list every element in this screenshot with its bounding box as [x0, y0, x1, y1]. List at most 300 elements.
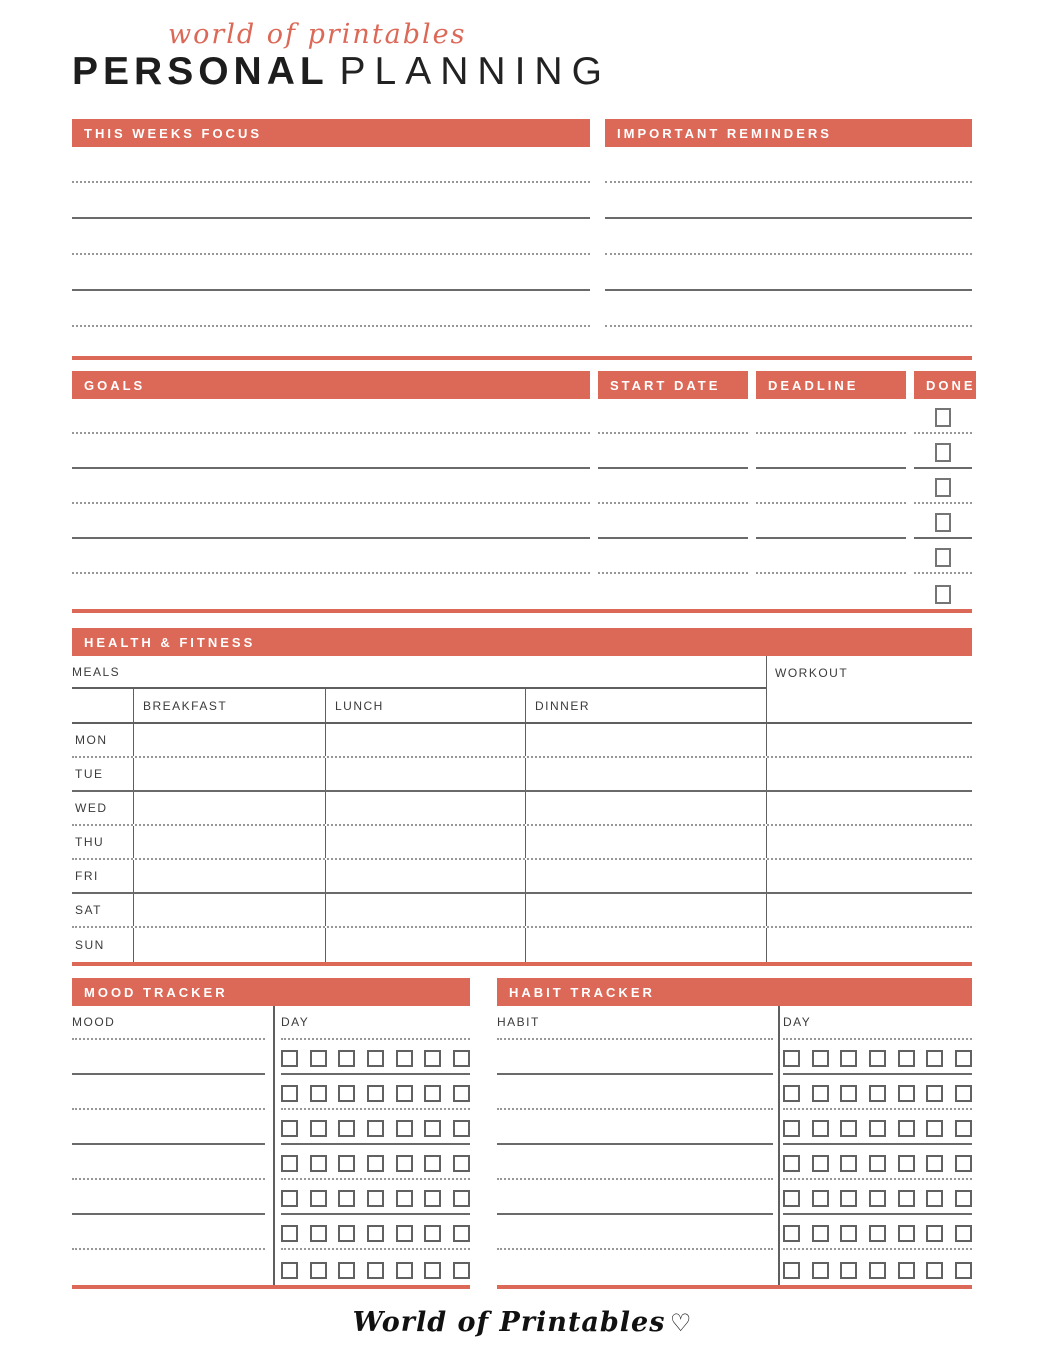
day-checkbox[interactable]: [310, 1120, 327, 1137]
dinner-cell: [525, 860, 766, 892]
write-line: [72, 255, 590, 291]
workout-cell: [766, 928, 972, 962]
goal-text-cell: [72, 504, 590, 539]
habit-row: [497, 1215, 972, 1250]
meal-day-row: [72, 894, 972, 928]
habit-day-cell: [783, 1145, 972, 1180]
breakfast-cell: [133, 792, 325, 824]
day-checkbox[interactable]: [898, 1085, 915, 1102]
workout-cell: [766, 826, 972, 858]
day-checkbox[interactable]: [812, 1050, 829, 1067]
workout-cell: [766, 792, 972, 824]
health-fitness-banner: HEALTH & FITNESS: [72, 628, 972, 656]
mood-label: MOOD: [72, 1015, 116, 1029]
day-checkbox[interactable]: [396, 1085, 413, 1102]
day-checkbox[interactable]: [424, 1120, 441, 1137]
mood-row: [72, 1180, 470, 1215]
done-cell: [914, 574, 972, 609]
dinner-cell: [525, 792, 766, 824]
habit-text-cell: [497, 1075, 773, 1110]
day-checkbox[interactable]: [453, 1155, 470, 1172]
habit-label: HABIT: [497, 1015, 540, 1029]
lunch-cell: [325, 860, 525, 892]
mood-tracker-banner: MOOD TRACKER: [72, 978, 470, 1006]
day-name-cell: [72, 894, 133, 926]
tracker-bottom-divider: [72, 1285, 470, 1289]
day-checkbox[interactable]: [812, 1085, 829, 1102]
day-checkbox[interactable]: [812, 1190, 829, 1207]
day-checkbox[interactable]: [367, 1155, 384, 1172]
goal-row: [72, 504, 972, 539]
done-cell: [914, 399, 972, 434]
deadline-cell: [756, 539, 906, 574]
deadline-cell: [756, 504, 906, 539]
day-checkbox[interactable]: [869, 1262, 886, 1279]
day-checkbox[interactable]: [453, 1225, 470, 1242]
mood-day-cell: [281, 1110, 470, 1145]
day-name: THU: [75, 835, 105, 849]
start-date-cell: [598, 399, 748, 434]
start-date-cell: [598, 504, 748, 539]
title-bold: PERSONAL: [72, 50, 329, 93]
habit-day-column-header: [783, 1006, 972, 1040]
meals-workout-row: [72, 656, 972, 689]
write-line: [72, 219, 590, 255]
write-line: [605, 291, 972, 327]
write-line: [605, 255, 972, 291]
day-checkbox[interactable]: [310, 1085, 327, 1102]
day-checkbox[interactable]: [955, 1225, 972, 1242]
day-checkbox[interactable]: [926, 1155, 943, 1172]
day-checkbox[interactable]: [812, 1262, 829, 1279]
mood-text-cell: [72, 1110, 265, 1145]
day-checkbox[interactable]: [424, 1225, 441, 1242]
vertical-divider: [273, 1006, 275, 1285]
mood-tracker-header: [72, 1006, 470, 1040]
mood-tracker-rows: [72, 1040, 470, 1285]
section-divider: [72, 609, 972, 613]
habit-tracker-panel: [497, 978, 972, 1289]
start-date-cell: [598, 434, 748, 469]
write-line: [72, 291, 590, 327]
mood-day-cell: [281, 1250, 470, 1285]
day-label: DAY: [783, 1015, 812, 1029]
mood-text-cell: [72, 1040, 265, 1075]
breakfast-column-header: [133, 689, 325, 722]
done-cell: [914, 504, 972, 539]
day-checkbox[interactable]: [396, 1050, 413, 1067]
mood-tracker-panel: [72, 978, 470, 1289]
day-checkbox[interactable]: [898, 1120, 915, 1137]
deadline-cell: [756, 574, 906, 609]
meal-day-row: [72, 724, 972, 758]
mood-row: [72, 1145, 470, 1180]
lunch-cell: [325, 724, 525, 756]
done-cell: [914, 469, 972, 504]
mood-day-cell: [281, 1180, 470, 1215]
breakfast-cell: [133, 826, 325, 858]
page-header: [72, 20, 972, 94]
day-name: TUE: [75, 767, 104, 781]
day-checkbox[interactable]: [281, 1190, 298, 1207]
day-checkbox[interactable]: [955, 1050, 972, 1067]
day-checkbox[interactable]: [396, 1262, 413, 1279]
meals-label-cell: [72, 656, 766, 689]
day-checkbox[interactable]: [396, 1155, 413, 1172]
day-checkbox[interactable]: [898, 1155, 915, 1172]
meal-day-row: [72, 928, 972, 962]
day-label: DAY: [281, 1015, 310, 1029]
day-checkbox[interactable]: [783, 1120, 800, 1137]
goal-row: [72, 469, 972, 504]
mood-text-cell: [72, 1250, 265, 1285]
section-divider: [72, 962, 972, 966]
day-checkbox[interactable]: [926, 1085, 943, 1102]
habit-row: [497, 1110, 972, 1145]
habit-text-cell: [497, 1145, 773, 1180]
deadline-cell: [756, 399, 906, 434]
day-checkbox[interactable]: [338, 1120, 355, 1137]
habit-tracker-header: [497, 1006, 972, 1040]
habit-day-cell: [783, 1250, 972, 1285]
day-checkbox[interactable]: [955, 1190, 972, 1207]
write-line: [72, 183, 590, 219]
goal-row: [72, 574, 972, 609]
breakfast-cell: [133, 928, 325, 962]
mood-row: [72, 1040, 470, 1075]
day-checkbox[interactable]: [281, 1085, 298, 1102]
day-checkbox[interactable]: [955, 1155, 972, 1172]
habit-day-cell: [783, 1075, 972, 1110]
mood-row: [72, 1110, 470, 1145]
habit-row: [497, 1180, 972, 1215]
mood-day-cell: [281, 1040, 470, 1075]
meal-day-row: [72, 758, 972, 792]
meal-day-row: [72, 792, 972, 826]
day-checkbox[interactable]: [783, 1262, 800, 1279]
day-checkbox[interactable]: [869, 1120, 886, 1137]
workout-cell: [766, 860, 972, 892]
start-date-cell: [598, 469, 748, 504]
day-checkbox[interactable]: [396, 1120, 413, 1137]
done-checkbox[interactable]: [935, 443, 951, 462]
deadline-banner: DEADLINE: [756, 371, 906, 399]
goal-row: [72, 434, 972, 469]
start-date-banner: START DATE: [598, 371, 748, 399]
done-cell: [914, 434, 972, 469]
mood-day-column-header: [281, 1006, 470, 1040]
habit-day-cell: [783, 1110, 972, 1145]
day-checkbox[interactable]: [367, 1190, 384, 1207]
lunch-cell: [325, 894, 525, 926]
day-checkbox[interactable]: [310, 1262, 327, 1279]
day-checkbox[interactable]: [338, 1155, 355, 1172]
done-checkbox[interactable]: [935, 585, 951, 604]
dinner-cell: [525, 724, 766, 756]
mood-column-header: [72, 1006, 265, 1040]
day-checkbox[interactable]: [310, 1225, 327, 1242]
habit-row: [497, 1145, 972, 1180]
lunch-cell: [325, 792, 525, 824]
day-name-cell: [72, 758, 133, 790]
habit-text-cell: [497, 1215, 773, 1250]
meal-day-row: [72, 860, 972, 894]
day-checkbox[interactable]: [898, 1262, 915, 1279]
day-checkbox[interactable]: [310, 1050, 327, 1067]
day-checkbox[interactable]: [783, 1050, 800, 1067]
vertical-divider: [778, 1006, 780, 1285]
day-checkbox[interactable]: [338, 1050, 355, 1067]
section-divider: [72, 356, 972, 360]
workout-cell: [766, 894, 972, 926]
meal-day-row: [72, 826, 972, 860]
day-checkbox[interactable]: [281, 1155, 298, 1172]
day-checkbox[interactable]: [840, 1155, 857, 1172]
mood-text-cell: [72, 1145, 265, 1180]
habit-tracker-banner: HABIT TRACKER: [497, 978, 972, 1006]
mood-text-cell: [72, 1215, 265, 1250]
day-name: SUN: [75, 938, 105, 952]
lunch-cell: [325, 826, 525, 858]
day-checkbox[interactable]: [840, 1262, 857, 1279]
day-checkbox[interactable]: [367, 1225, 384, 1242]
habit-column-header: [497, 1006, 773, 1040]
goal-text-cell: [72, 539, 590, 574]
start-date-cell: [598, 539, 748, 574]
day-checkbox[interactable]: [926, 1262, 943, 1279]
lunch-column-header: [325, 689, 525, 722]
start-date-cell: [598, 574, 748, 609]
deadline-cell: [756, 469, 906, 504]
habit-row: [497, 1040, 972, 1075]
lunch-label: LUNCH: [335, 698, 384, 713]
day-checkbox[interactable]: [840, 1085, 857, 1102]
page-footer: [72, 1307, 972, 1338]
day-checkbox[interactable]: [424, 1262, 441, 1279]
heart-icon: ♡: [669, 1310, 692, 1337]
day-checkbox[interactable]: [840, 1190, 857, 1207]
day-checkbox[interactable]: [926, 1120, 943, 1137]
day-checkbox[interactable]: [338, 1190, 355, 1207]
breakfast-cell: [133, 894, 325, 926]
day-checkbox[interactable]: [926, 1190, 943, 1207]
day-checkbox[interactable]: [898, 1190, 915, 1207]
day-name-cell: [72, 792, 133, 824]
reminders-banner: IMPORTANT REMINDERS: [605, 119, 972, 147]
reminders-panel: [605, 119, 972, 327]
day-checkbox[interactable]: [453, 1050, 470, 1067]
day-checkbox[interactable]: [812, 1155, 829, 1172]
mood-row: [72, 1075, 470, 1110]
day-checkbox[interactable]: [898, 1050, 915, 1067]
mood-row: [72, 1250, 470, 1285]
day-checkbox[interactable]: [783, 1190, 800, 1207]
day-checkbox[interactable]: [955, 1262, 972, 1279]
mood-text-cell: [72, 1180, 265, 1215]
dinner-column-header: [525, 689, 766, 722]
breakfast-label: BREAKFAST: [143, 698, 228, 713]
day-checkbox[interactable]: [453, 1120, 470, 1137]
workout-cell: [766, 758, 972, 790]
write-line: [605, 219, 972, 255]
day-checkbox[interactable]: [869, 1050, 886, 1067]
done-checkbox[interactable]: [935, 478, 951, 497]
day-name: FRI: [75, 869, 99, 883]
day-checkbox[interactable]: [310, 1190, 327, 1207]
goal-text-cell: [72, 434, 590, 469]
day-checkbox[interactable]: [424, 1050, 441, 1067]
habit-text-cell: [497, 1040, 773, 1075]
goals-header-row: [72, 371, 976, 399]
weekly-focus-lines: [72, 147, 590, 327]
goal-text-cell: [72, 399, 590, 434]
tracker-bottom-divider: [497, 1285, 972, 1289]
day-checkbox[interactable]: [869, 1155, 886, 1172]
dinner-cell: [525, 826, 766, 858]
workout-cell: [766, 724, 972, 756]
mood-day-cell: [281, 1145, 470, 1180]
day-checkbox[interactable]: [424, 1155, 441, 1172]
lunch-cell: [325, 928, 525, 962]
day-name-cell: [72, 724, 133, 756]
workout-label: WORKOUT: [775, 665, 849, 680]
day-checkbox[interactable]: [453, 1085, 470, 1102]
goals-banner: GOALS: [72, 371, 590, 399]
habit-tracker-body: [497, 1006, 972, 1285]
habit-row: [497, 1075, 972, 1110]
day-checkbox[interactable]: [396, 1190, 413, 1207]
day-checkbox[interactable]: [338, 1225, 355, 1242]
mood-tracker-body: [72, 1006, 470, 1285]
write-line: [605, 147, 972, 183]
title-light: PLANNING: [339, 50, 611, 93]
habit-tracker-rows: [497, 1040, 972, 1285]
habit-row: [497, 1250, 972, 1285]
day-checkbox[interactable]: [783, 1155, 800, 1172]
day-checkbox[interactable]: [955, 1120, 972, 1137]
brand-script-text: world of printables: [168, 19, 467, 50]
day-checkbox[interactable]: [367, 1085, 384, 1102]
lunch-cell: [325, 758, 525, 790]
day-checkbox[interactable]: [281, 1262, 298, 1279]
habit-text-cell: [497, 1110, 773, 1145]
day-checkbox[interactable]: [367, 1050, 384, 1067]
write-line: [72, 147, 590, 183]
day-name: WED: [75, 801, 108, 815]
done-checkbox[interactable]: [935, 513, 951, 532]
habit-text-cell: [497, 1180, 773, 1215]
done-cell: [914, 539, 972, 574]
goal-row: [72, 539, 972, 574]
day-checkbox[interactable]: [783, 1225, 800, 1242]
day-name-cell: [72, 928, 133, 962]
day-checkbox[interactable]: [926, 1225, 943, 1242]
breakfast-cell: [133, 860, 325, 892]
health-fitness-section: [72, 628, 972, 962]
day-checkbox[interactable]: [840, 1120, 857, 1137]
goal-text-cell: [72, 469, 590, 504]
day-checkbox[interactable]: [338, 1085, 355, 1102]
day-checkbox[interactable]: [869, 1225, 886, 1242]
write-line: [605, 183, 972, 219]
habit-text-cell: [497, 1250, 773, 1285]
day-checkbox[interactable]: [783, 1085, 800, 1102]
goals-section: [72, 371, 976, 609]
day-checkbox[interactable]: [367, 1262, 384, 1279]
habit-day-cell: [783, 1180, 972, 1215]
dinner-cell: [525, 758, 766, 790]
meal-day-rows: [72, 724, 972, 962]
day-checkbox[interactable]: [281, 1120, 298, 1137]
breakfast-cell: [133, 758, 325, 790]
day-checkbox[interactable]: [396, 1225, 413, 1242]
breakfast-cell: [133, 724, 325, 756]
day-checkbox[interactable]: [424, 1085, 441, 1102]
dinner-cell: [525, 928, 766, 962]
footer-logo-text: World of Printables: [352, 1307, 666, 1338]
goal-text-cell: [72, 574, 590, 609]
mood-day-cell: [281, 1075, 470, 1110]
day-name-cell: [72, 826, 133, 858]
day-checkbox[interactable]: [840, 1225, 857, 1242]
day-checkbox[interactable]: [338, 1262, 355, 1279]
reminders-lines: [605, 147, 972, 327]
dinner-cell: [525, 894, 766, 926]
day-checkbox[interactable]: [367, 1120, 384, 1137]
weekly-focus-banner: THIS WEEKS FOCUS: [72, 119, 590, 147]
weekly-focus-panel: [72, 119, 590, 327]
workout-column-header: [766, 689, 972, 722]
day-name-cell: [72, 860, 133, 892]
habit-day-cell: [783, 1040, 972, 1075]
trackers-section: [72, 978, 972, 1289]
day-checkbox[interactable]: [812, 1225, 829, 1242]
day-checkbox[interactable]: [869, 1190, 886, 1207]
day-checkbox[interactable]: [281, 1050, 298, 1067]
mood-day-cell: [281, 1215, 470, 1250]
focus-reminders-section: [72, 119, 972, 327]
day-checkbox[interactable]: [812, 1120, 829, 1137]
day-checkbox[interactable]: [955, 1085, 972, 1102]
page-title: [72, 50, 972, 94]
deadline-cell: [756, 434, 906, 469]
day-checkbox[interactable]: [453, 1262, 470, 1279]
day-column-header: [72, 689, 133, 722]
day-checkbox[interactable]: [869, 1085, 886, 1102]
day-name: SAT: [75, 903, 102, 917]
workout-label-cell: [766, 656, 972, 689]
day-checkbox[interactable]: [310, 1155, 327, 1172]
dinner-label: DINNER: [535, 698, 591, 713]
done-checkbox[interactable]: [935, 548, 951, 567]
meals-label: MEALS: [72, 664, 121, 679]
meal-columns-row: [72, 689, 972, 724]
day-name: MON: [75, 733, 108, 747]
day-checkbox[interactable]: [926, 1050, 943, 1067]
day-checkbox[interactable]: [453, 1190, 470, 1207]
mood-text-cell: [72, 1075, 265, 1110]
day-checkbox[interactable]: [424, 1190, 441, 1207]
day-checkbox[interactable]: [281, 1225, 298, 1242]
day-checkbox[interactable]: [898, 1225, 915, 1242]
goal-row: [72, 399, 972, 434]
goals-rows: [72, 399, 972, 609]
day-checkbox[interactable]: [840, 1050, 857, 1067]
done-checkbox[interactable]: [935, 408, 951, 427]
habit-day-cell: [783, 1215, 972, 1250]
done-banner: DONE: [914, 371, 976, 399]
mood-row: [72, 1215, 470, 1250]
